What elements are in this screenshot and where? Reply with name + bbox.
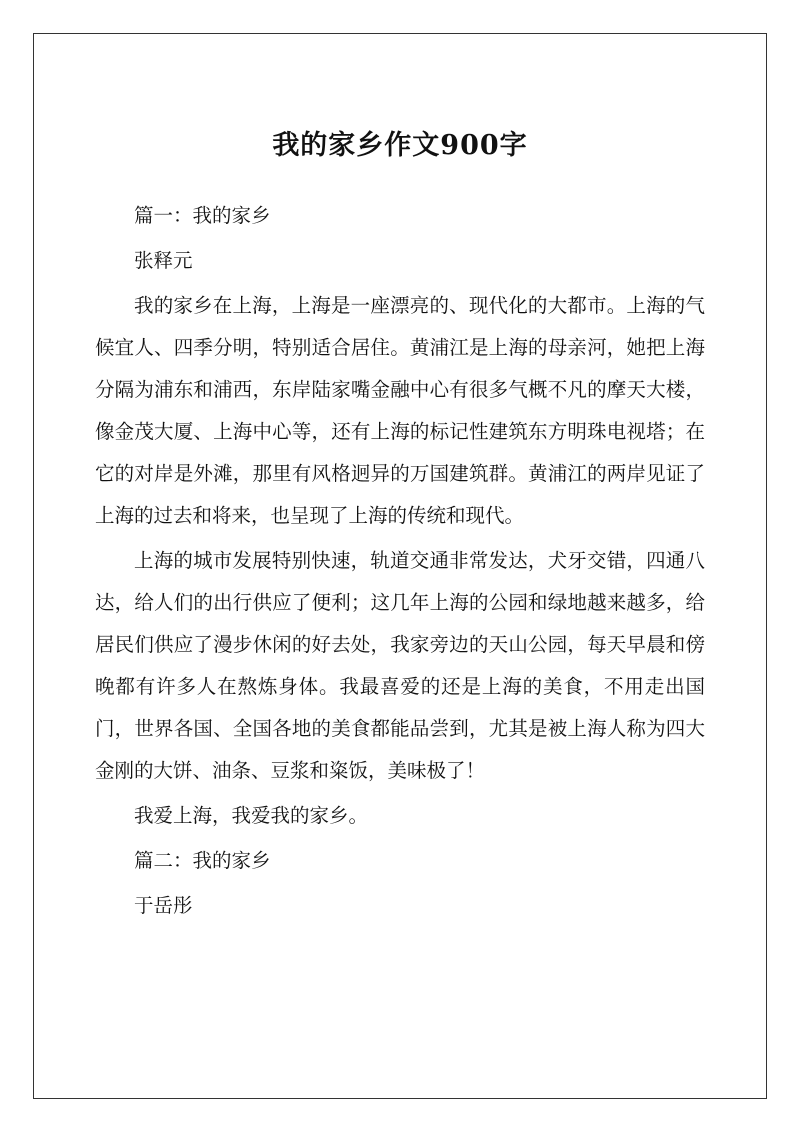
section-heading: 篇二：我的家乡 [134,849,271,872]
author-name: 于岳彤 [134,894,193,917]
document-body [95,195,705,930]
body-paragraph: 上海的城市发展特别快速，轨道交通非常发达，犬牙交错，四通八达，给人们的出行供应了便利；这几年上海的公园和绿地越来越多，给居民们供应了漫步休闲的好去处，我家旁边的天山公园，每天早晨和傍晚都有许多人在熬炼身体。我最喜爱的还是上海的美食，不用走出国门，世界各国、全国各地的美食都能品尝到，尤其是被上海人称为四大金刚的大饼、油条、豆浆和粢饭，美味极了！ [95,549,705,782]
body-paragraph: 我的家乡在上海，上海是一座漂亮的、现代化的大都市。上海的气候宜人、四季分明，特别适合居住。黄浦江是上海的母亲河，她把上海分隔为浦东和浦西，东岸陆家嘴金融中心有很多气概不凡的摩天大楼，像金茂大厦、上海中心等，还有上海的标记性建筑东方明珠电视塔；在它的对岸是外滩，那里有风格迥异的万国建筑群。黄浦江的两岸见证了上海的过去和将来，也呈现了上海的传统和现代。 [95,294,705,527]
author-name: 张释元 [134,249,193,272]
section-heading: 篇一：我的家乡 [134,204,271,227]
document-title: 我的家乡作文900字 [272,130,528,161]
body-paragraph: 我爱上海，我爱我的家乡。 [134,804,369,827]
